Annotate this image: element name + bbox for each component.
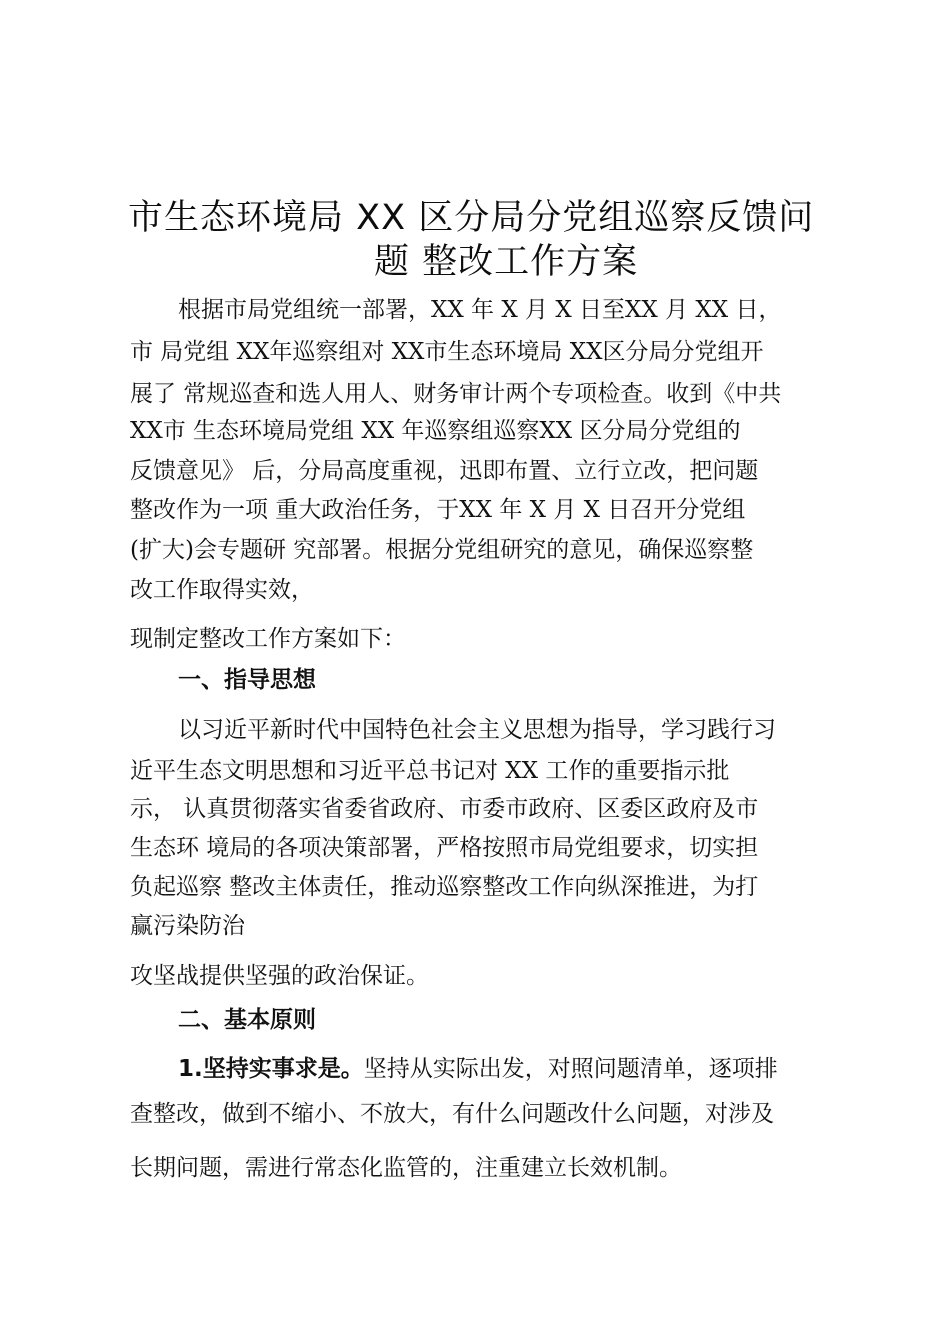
section-1-heading: 一、指导思想 (178, 667, 316, 693)
document-title-line-1: 市生态环境局 XX 区分局分党组巡察反馈问 (128, 198, 815, 238)
intro-line-2: 市 局党组 XX年巡察组对 XX市生态环境局 XX区分局分党组开 (130, 339, 764, 365)
intro-line-6: 整改作为一项 重大政治任务，于XX 年 X 月 X 日召开分党组 (130, 497, 746, 523)
intro-line-5: 反馈意见》 后，分局高度重视，迅即布置、立行立改，把问题 (130, 458, 759, 484)
section-2-heading: 二、基本原则 (178, 1007, 316, 1033)
intro-line-7: (扩大)会专题研 究部署。根据分党组研究的意见，确保巡察整 (130, 537, 754, 563)
intro-line-4: XX市 生态环境局党组 XX 年巡察组巡察XX 区分局分党组的 (130, 418, 741, 444)
document-title-line-2: 题 整改工作方案 (374, 242, 639, 282)
intro-line-3: 展了 常规巡查和选人用人、财务审计两个专项检查。收到《中共 (130, 381, 782, 407)
principle-1-line-3: 长期问题，需进行常态化监管的，注重建立长效机制。 (130, 1155, 682, 1181)
principle-1-line-1 (178, 1052, 778, 1086)
intro-tail: 现制定整改工作方案如下： (130, 626, 406, 652)
section-1-line-1: 以习近平新时代中国特色社会主义思想为指导，学习践行习 (178, 717, 776, 743)
section-1-line-4: 生态环 境局的各项决策部署，严格按照市局党组要求，切实担 (130, 835, 759, 861)
section-1-line-6: 赢污染防治 (130, 913, 245, 939)
intro-line-8: 改工作取得实效， (130, 577, 314, 603)
principle-1-text: 坚持从实际出发，对照问题清单，逐项排 (363, 1056, 778, 1082)
section-1-line-2: 近平生态文明思想和习近平总书记对 XX 工作的重要指示批 (130, 758, 730, 784)
principle-1-lead: 1.坚持实事求是。 (178, 1056, 364, 1082)
section-1-line-3: 示， 认真贯彻落实省委省政府、市委市政府、区委区政府及市 (130, 796, 759, 822)
principle-1-line-2: 查整改，做到不缩小、不放大，有什么问题改什么问题，对涉及 (130, 1101, 774, 1127)
intro-line-1: 根据市局党组统一部署，XX 年 X 月 X 日至XX 月 XX 日， (178, 297, 782, 323)
section-1-tail: 攻坚战提供坚强的政治保证。 (130, 963, 429, 989)
section-1-line-5: 负起巡察 整改主体责任，推动巡察整改工作向纵深推进，为打 (130, 874, 759, 900)
